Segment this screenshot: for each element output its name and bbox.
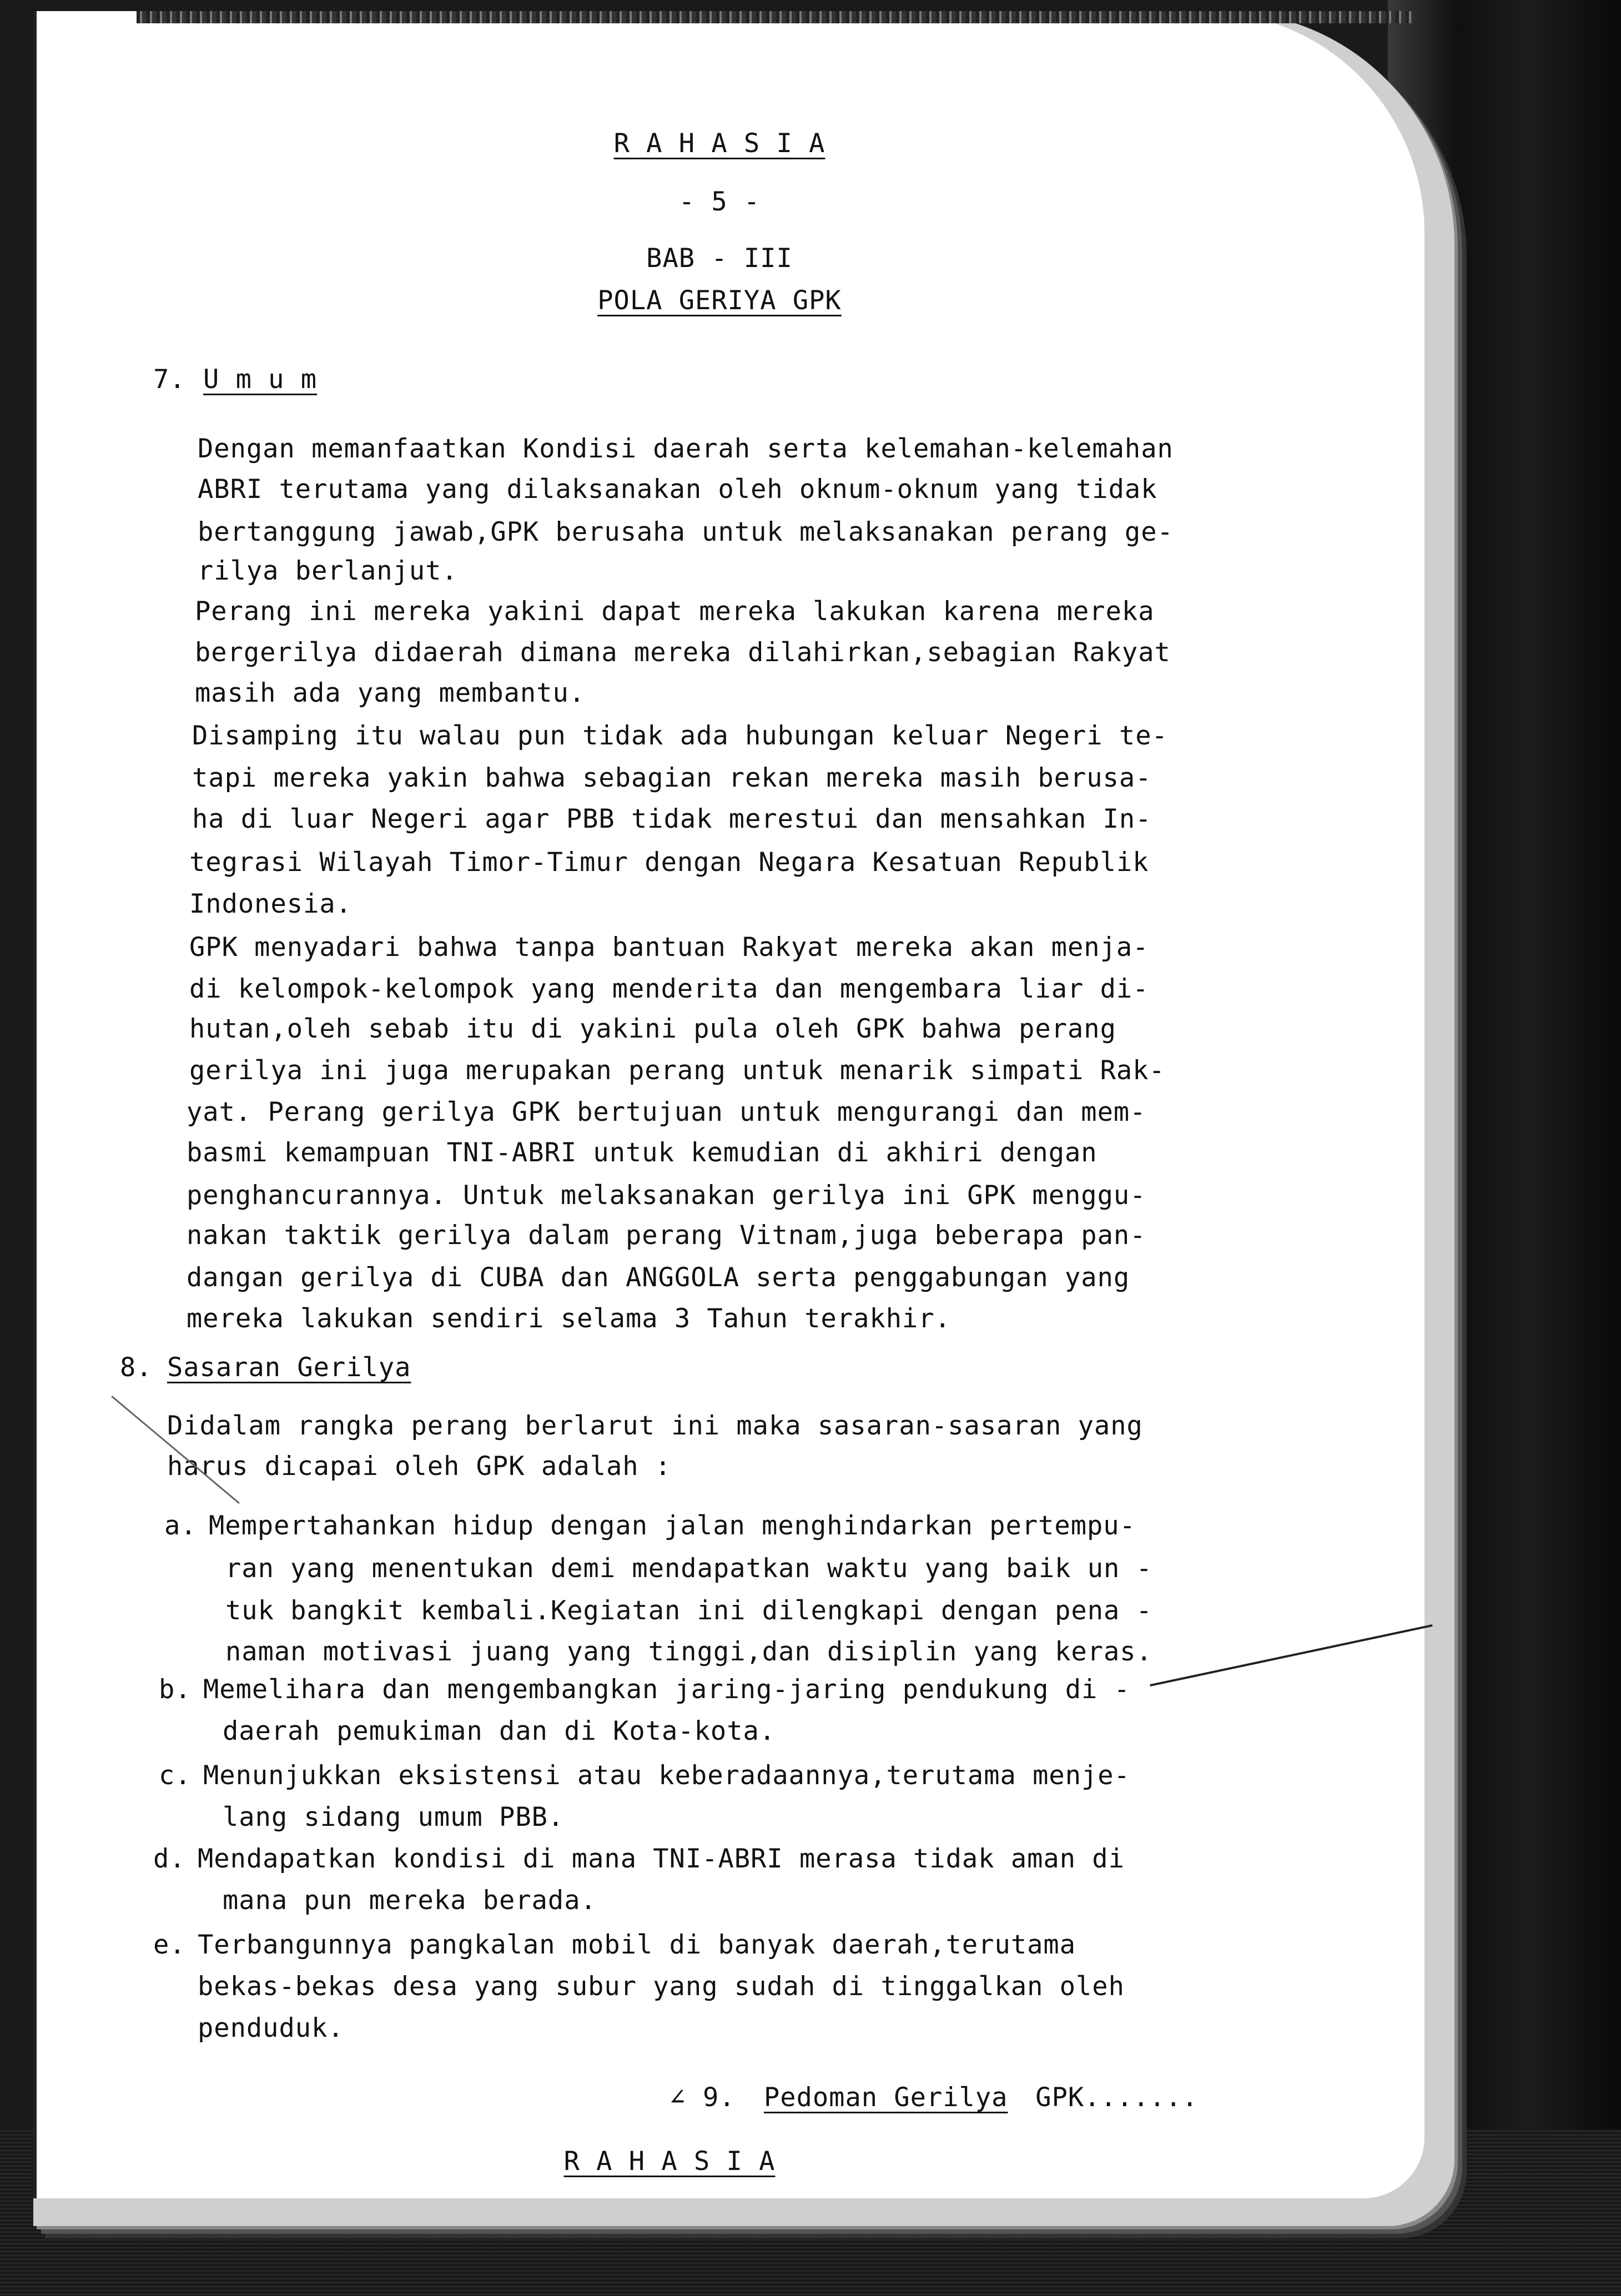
- list-item-line: naman motivasi juang yang tinggi,dan disiplin yang keras.: [225, 1637, 1152, 1667]
- body-line: penghancurannya. Untuk melaksanakan gerilya ini GPK menggu-: [187, 1180, 1146, 1211]
- list-item-line: penduduk.: [198, 2013, 344, 2043]
- body-line: Disamping itu walau pun tidak ada hubungan keluar Negeri te-: [192, 721, 1168, 751]
- list-marker: d.: [153, 1844, 186, 1874]
- section-8-intro: harus dicapai oleh GPK adalah :: [167, 1451, 672, 1482]
- body-line: di kelompok-kelompok yang menderita dan mengembara liar di-: [189, 974, 1149, 1004]
- body-line: nakan taktik gerilya dalam perang Vitnam,juga beberapa pan-: [187, 1220, 1146, 1251]
- list-marker: e.: [153, 1930, 186, 1960]
- list-item-line: tuk bangkit kembali.Kegiatan ini dilengkapi dengan pena -: [225, 1595, 1152, 1626]
- list-item-line: mana pun mereka berada.: [223, 1885, 597, 1916]
- list-item-line: ran yang menentukan demi mendapatkan waktu yang baik un -: [225, 1553, 1152, 1584]
- body-line: ABRI terutama yang dilaksanakan oleh oknum-oknum yang tidak: [198, 474, 1157, 505]
- section-7-heading: U m u m: [203, 364, 318, 395]
- continuation-number: 9.: [703, 2082, 736, 2113]
- chapter-title: POLA GERIYA GPK: [597, 285, 842, 316]
- body-line: Indonesia.: [189, 889, 352, 919]
- body-line: Perang ini mereka yakini dapat mereka lakukan karena mereka: [195, 596, 1155, 627]
- list-item-line: bekas-bekas desa yang subur yang sudah di tinggalkan oleh: [198, 1971, 1125, 2002]
- chapter-label: BAB - III: [646, 243, 793, 274]
- list-marker: b.: [159, 1674, 192, 1705]
- list-item-line: Memelihara dan mengembangkan jaring-jaring pendukung di -: [203, 1674, 1130, 1705]
- body-line: ha di luar Negeri agar PBB tidak merestui dan mensahkan In-: [192, 804, 1152, 834]
- continuation-heading: Pedoman Gerilya: [764, 2082, 1008, 2113]
- body-line: basmi kemampuan TNI-ABRI untuk kemudian di akhiri dengan: [187, 1137, 1098, 1168]
- continuation-rest: GPK.......: [1019, 2082, 1199, 2113]
- body-line: bergerilya didaerah dimana mereka dilahirkan,sebagian Rakyat: [195, 637, 1171, 668]
- list-marker: a.: [164, 1510, 197, 1541]
- body-line: tegrasi Wilayah Timor-Timur dengan Negara Kesatuan Republik: [189, 847, 1149, 878]
- page-number: - 5 -: [678, 187, 761, 217]
- body-line: gerilya ini juga merupakan perang untuk menarik simpati Rak-: [189, 1055, 1165, 1086]
- list-item-line: Mendapatkan kondisi di mana TNI-ABRI merasa tidak aman di: [198, 1844, 1125, 1874]
- section-7-number: 7.: [153, 364, 186, 395]
- page-stack: [33, 11, 1454, 2226]
- body-line: Dengan memanfaatkan Kondisi daerah serta kelemahan-kelemahan: [198, 434, 1174, 464]
- body-line: bertanggung jawab,GPK berusaha untuk melaksanakan perang ge-: [198, 517, 1174, 547]
- body-line: yat. Perang gerilya GPK bertujuan untuk mengurangi dan mem-: [187, 1097, 1146, 1127]
- body-line: masih ada yang membantu.: [195, 678, 586, 708]
- list-marker: c.: [159, 1760, 192, 1791]
- list-item-line: Terbangunnya pangkalan mobil di banyak daerah,terutama: [198, 1930, 1076, 1960]
- classification-bottom: R A H A S I A: [563, 2146, 776, 2177]
- document-page: [33, 11, 1424, 2198]
- body-line: mereka lakukan sendiri selama 3 Tahun terakhir.: [187, 1303, 951, 1334]
- classification-top: R A H A S I A: [613, 128, 825, 159]
- body-line: GPK menyadari bahwa tanpa bantuan Rakyat mereka akan menja-: [189, 932, 1149, 963]
- list-item-line: Mempertahankan hidup dengan jalan menghindarkan pertempu-: [209, 1510, 1136, 1541]
- list-item-line: lang sidang umum PBB.: [223, 1802, 565, 1832]
- list-item-line: Menunjukkan eksistensi atau keberadaannya,terutama menje-: [203, 1760, 1130, 1791]
- section-8-number: 8.: [120, 1352, 153, 1383]
- section-8-heading: Sasaran Gerilya: [167, 1352, 411, 1383]
- list-item-line: daerah pemukiman dan di Kota-kota.: [223, 1716, 776, 1746]
- body-line: tapi mereka yakin bahwa sebagian rekan mereka masih berusa-: [192, 763, 1152, 793]
- section-8-intro: Didalam rangka perang berlarut ini maka sasaran-sasaran yang: [167, 1411, 1143, 1441]
- body-line: dangan gerilya di CUBA dan ANGGOLA serta penggabungan yang: [187, 1262, 1130, 1293]
- body-line: hutan,oleh sebab itu di yakini pula oleh GPK bahwa perang: [189, 1014, 1116, 1044]
- page-top-edge: [137, 11, 1413, 23]
- body-line: rilya berlanjut.: [198, 556, 458, 586]
- pen-stroke: [1150, 1624, 1432, 1686]
- continuation-mark: ∠: [669, 2082, 686, 2113]
